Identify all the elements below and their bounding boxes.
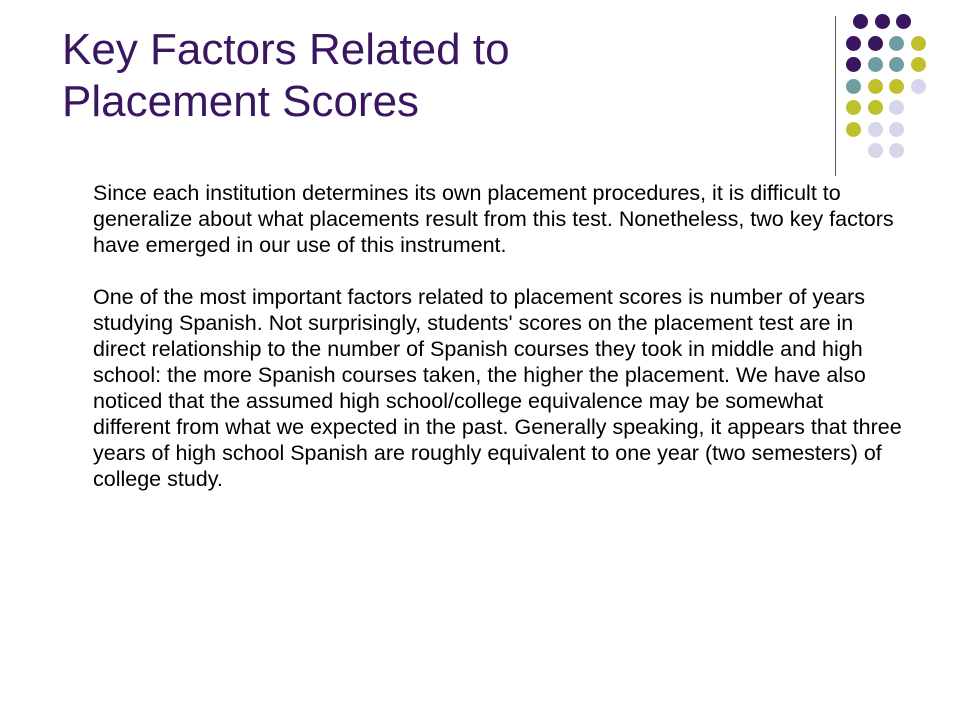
decorative-dot [868,122,883,137]
decorative-dot [846,57,861,72]
body-paragraph-2: One of the most important factors related to placement scores is number of years studying Spanish. Not surprisingly, students' scores on the placement test are in direct relationship to the number of Spanish courses they took in middle and high school: the more Spanish courses taken, the higher the placement. We have also noticed that the assumed high school/college equivalence may be somewhat different from what we expected in the past. Generally speaking, it appears that three years of high school Spanish are roughly equivalent to one year (two semesters) of college study. [93,285,902,491]
decorative-dot [846,36,861,51]
decorative-dot [868,79,883,94]
decorative-dot [875,14,890,29]
decorative-dot [846,79,861,94]
slide-title-line-1: Key Factors Related to [62,25,510,74]
decorative-dot [868,100,883,115]
decorative-dot [896,14,911,29]
slide-title [62,24,802,128]
slide-body [93,180,903,518]
body-paragraph-1: Since each institution determines its own placement procedures, it is difficult to generalize about what placements result from this test. Nonetheless, two key factors have emerged in our use of this instrument. [93,181,894,257]
decorative-dot [868,57,883,72]
decorative-dot [889,100,904,115]
decorative-dot [911,57,926,72]
decorative-dot [911,36,926,51]
decorative-dot [868,143,883,158]
decorative-dot [868,36,883,51]
title-divider [835,16,836,176]
decorative-dot [853,14,868,29]
decorative-dot [889,36,904,51]
decorative-dot [889,57,904,72]
decorative-dot [911,79,926,94]
decorative-dot [846,100,861,115]
slide-title-line-2: Placement Scores [62,77,420,126]
decorative-dot [889,122,904,137]
decorative-dot-grid [846,14,946,154]
decorative-dot [846,122,861,137]
decorative-dot [889,79,904,94]
decorative-dot [889,143,904,158]
